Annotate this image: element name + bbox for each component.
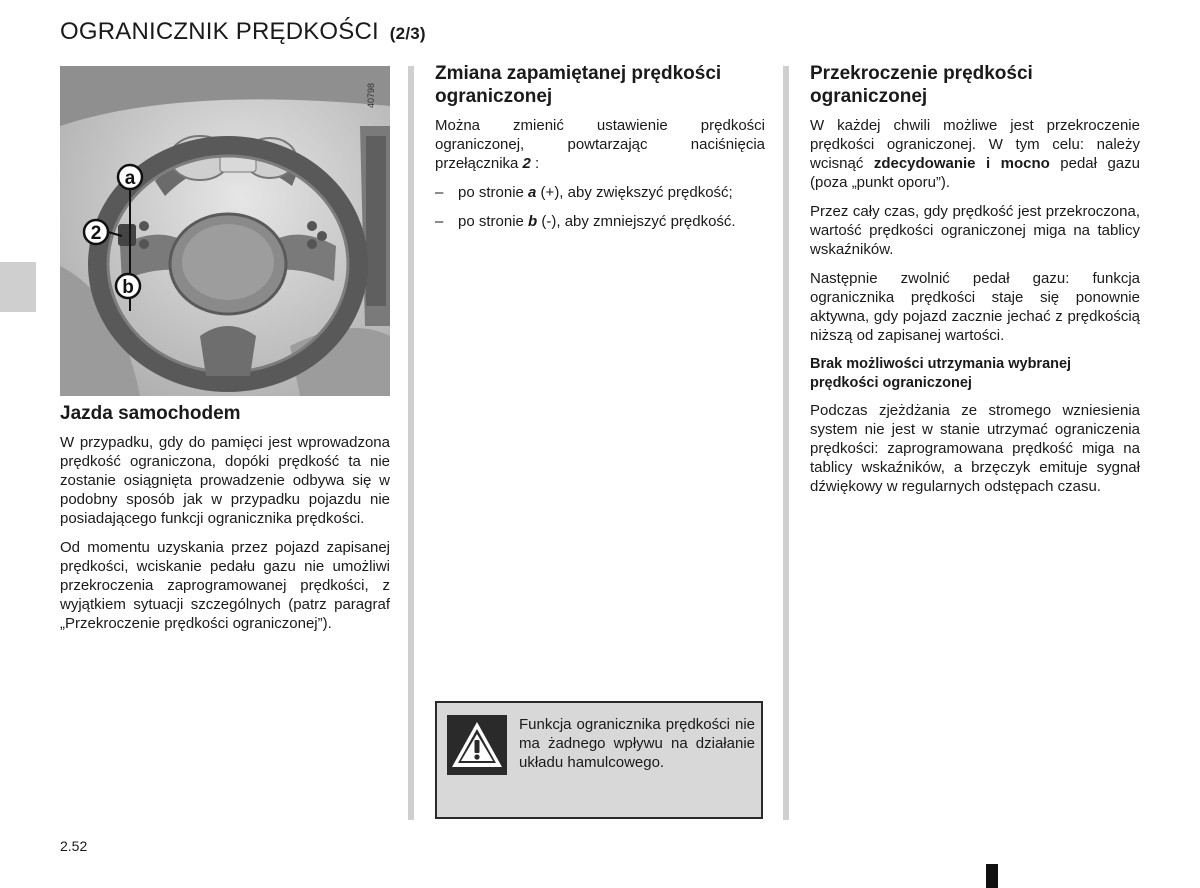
- section-change-speed: [435, 62, 765, 241]
- callout-a: [118, 165, 142, 189]
- section-heading: Jazda samochodem: [60, 403, 241, 424]
- page-corner-marker: [986, 864, 998, 888]
- warning-text: Funkcja ogranicznika prędkości nie ma żadnego wpływu na działanie układu hamulcowego.: [519, 716, 755, 771]
- chapter-tab-marker: [0, 262, 36, 312]
- svg-text:a: a: [124, 168, 136, 189]
- page-number: 2.52: [60, 838, 88, 854]
- paragraph: Przez cały czas, gdy prędkość jest przekroczona, wartość prędkości ograniczonej miga na tablicy wskaźników.: [810, 203, 1140, 258]
- page-title-part: (2/3): [389, 24, 426, 43]
- emphasis-text: zdecydowanie i mocno: [873, 155, 1050, 172]
- page-title: [60, 18, 426, 46]
- warning-box: [435, 701, 763, 819]
- svg-text:b: b: [122, 277, 134, 298]
- subsection-heading: Brak możliwości utrzymania wybranej prędkości ograniczonej: [810, 356, 1072, 391]
- paragraph: Następnie zwolnić pedał gazu: funkcja ogranicznika prędkości staje się ponownie aktywna, gdy pojazd zacznie jechać z prędkością niższą od zapisanej wartości.: [810, 270, 1140, 344]
- list-item: – po stronie a (+), aby zwiększyć prędkość;: [435, 184, 733, 201]
- paragraph: W każdej chwili możliwe jest przekroczenie prędkości ograniczonej. W tym celu: należy wcisnąć zdecydowanie i mocno pedał gazu (poza „punkt oporu”).: [810, 117, 1140, 191]
- warning-triangle-icon: [447, 715, 507, 775]
- svg-text:2: 2: [90, 223, 102, 244]
- steering-wheel-illustration: [60, 66, 390, 396]
- paragraph: Można zmienić ustawienie prędkości ograniczonej, powtarzając naciśnięcia przełącznika 2 :: [435, 117, 765, 172]
- section-driving: [60, 402, 390, 643]
- paragraph: W przypadku, gdy do pamięci jest wprowadzona prędkość ograniczona, dopóki prędkość ta nie zostanie osiągnięta prowadzenie odbywa się w podobny sposób jak w przypadku pojazdu nie posiadającego funkcji ogranicznika prędkości.: [60, 434, 390, 527]
- page-title-text: OGRANICZNIK PRĘDKOŚCI: [60, 18, 379, 45]
- section-heading: Przekroczenie prędkości ograniczonej: [810, 63, 1033, 107]
- paragraph: Od momentu uzyskania przez pojazd zapisanej prędkości, wciskanie pedału gazu nie umożliwi przekroczenia zaprogramowanej prędkości, z wyjątkiem sytuacji szczególnych (patrz paragraf „Przekroczenie prędkości ograniczonej”).: [60, 539, 390, 632]
- paragraph: Podczas zjeżdżania ze stromego wzniesienia system nie jest w stanie utrzymać ograniczenia prędkości: zaprogramowana prędkość miga na tablicy wskaźników, a brzęczyk emituje sygnał dźwiękowy w regularnych odstępach czasu.: [810, 402, 1140, 495]
- column-separator: [408, 66, 414, 820]
- section-exceeding-speed: [810, 62, 1140, 506]
- callout-b: [116, 274, 140, 298]
- figure-code: 40798: [366, 82, 376, 108]
- list-item: – po stronie b (-), aby zmniejszyć prędkość.: [435, 213, 736, 230]
- switch-reference: 2: [522, 155, 531, 172]
- column-separator: [783, 66, 789, 820]
- section-heading: Zmiana zapamiętanej prędkości ograniczonej: [435, 63, 722, 107]
- callout-2: [84, 220, 108, 244]
